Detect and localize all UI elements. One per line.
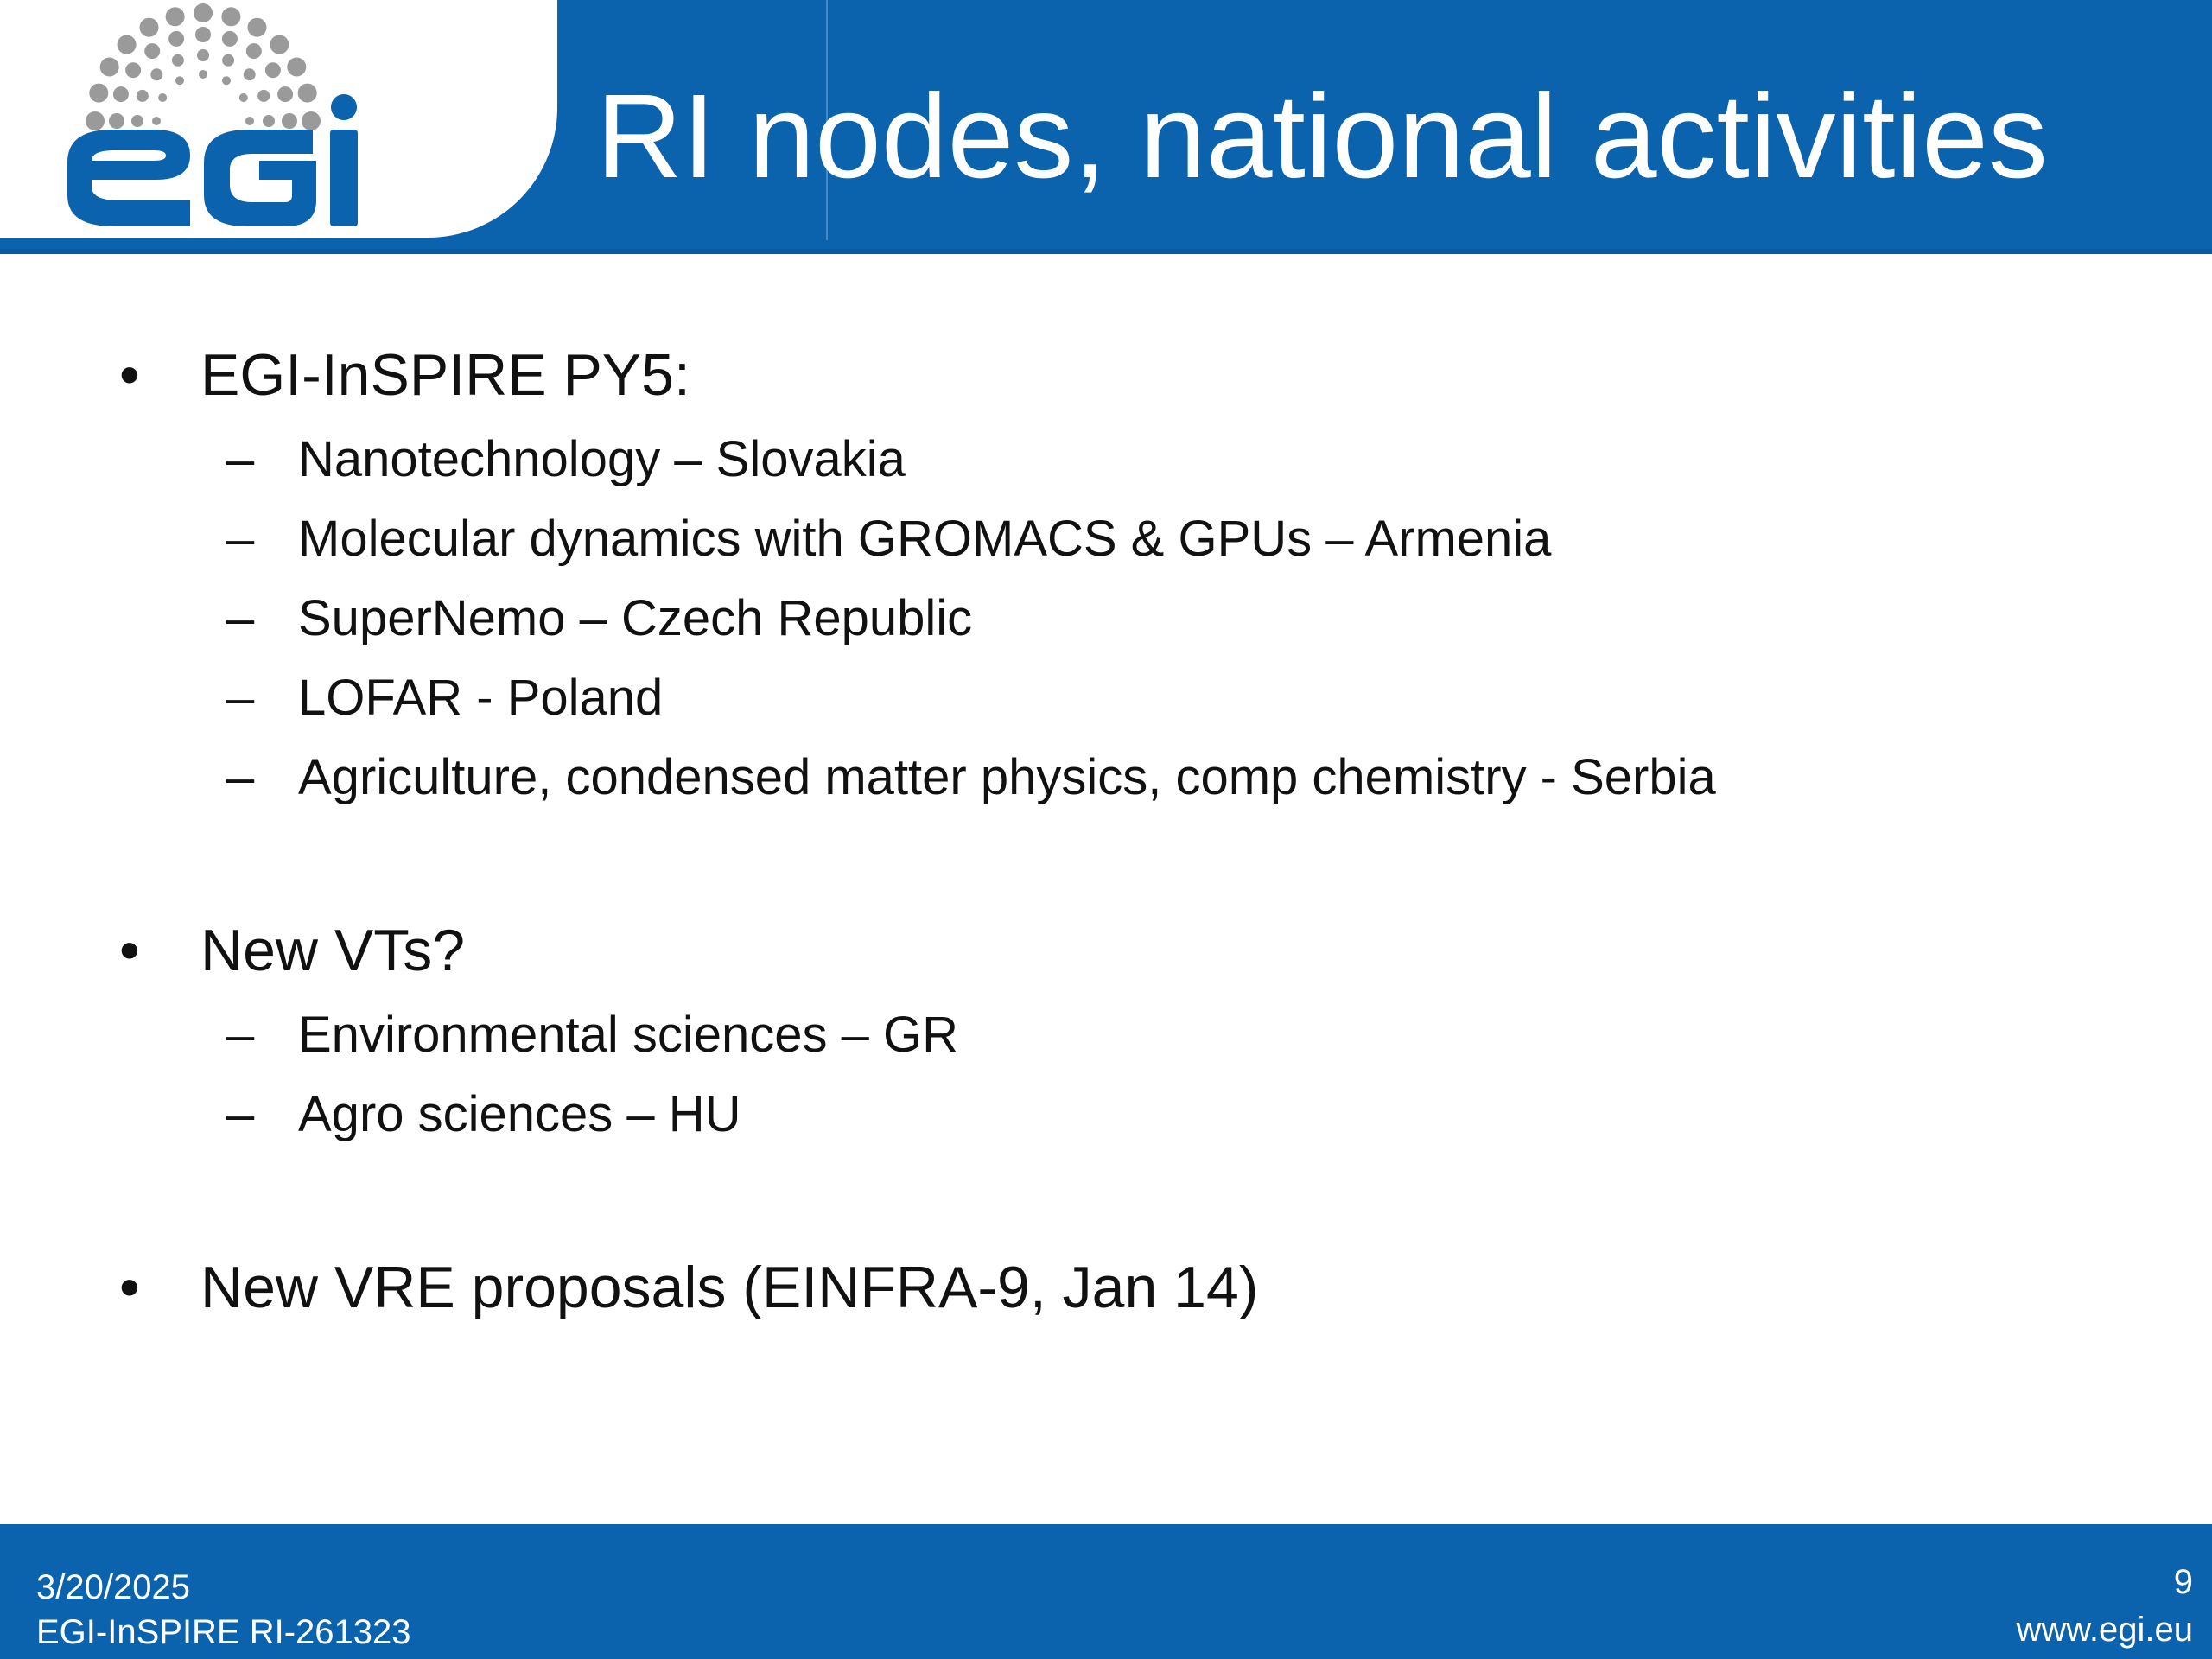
page-number: 9 [2173,1563,2193,1601]
sub-bullet-marker: – [226,511,255,567]
sub-bullet-text: LOFAR - Poland [298,670,664,726]
sub-bullet-text: Nanotechnology – Slovakia [298,431,906,487]
sub-bullet-text: Agro sciences – HU [298,1086,741,1142]
slide-title: RI nodes, national activities [596,70,2048,203]
bullet-marker: • [119,342,140,408]
sub-bullet-marker: – [226,749,255,805]
sub-bullet-marker: – [226,670,255,726]
footer-project-id: EGI-InSPIRE RI-261323 [36,1613,411,1651]
sub-bullet-marker: – [226,1086,255,1142]
bullet-text: EGI-InSPIRE PY5: [200,342,690,408]
sub-bullet-marker: – [226,1007,255,1063]
sub-bullet-text: Agriculture, condensed matter physics, comp chemistry - Serbia [298,749,1716,805]
sub-bullet-marker: – [226,590,255,646]
bullet-text: New VTs? [200,918,466,983]
sub-bullet-marker: – [226,431,255,487]
sub-bullet-text: SuperNemo – Czech Republic [298,590,973,646]
footer-date: 3/20/2025 [36,1568,190,1606]
sub-bullet-text: Molecular dynamics with GROMACS & GPUs – Armenia [298,511,1552,567]
bullet-marker: • [119,918,140,983]
footer-url: www.egi.eu [2016,1611,2193,1649]
bullet-marker: • [119,1255,140,1320]
bullet-text: New VRE proposals (EINFRA-9, Jan 14) [200,1255,1259,1320]
sub-bullet-text: Environmental sciences – GR [298,1007,958,1063]
